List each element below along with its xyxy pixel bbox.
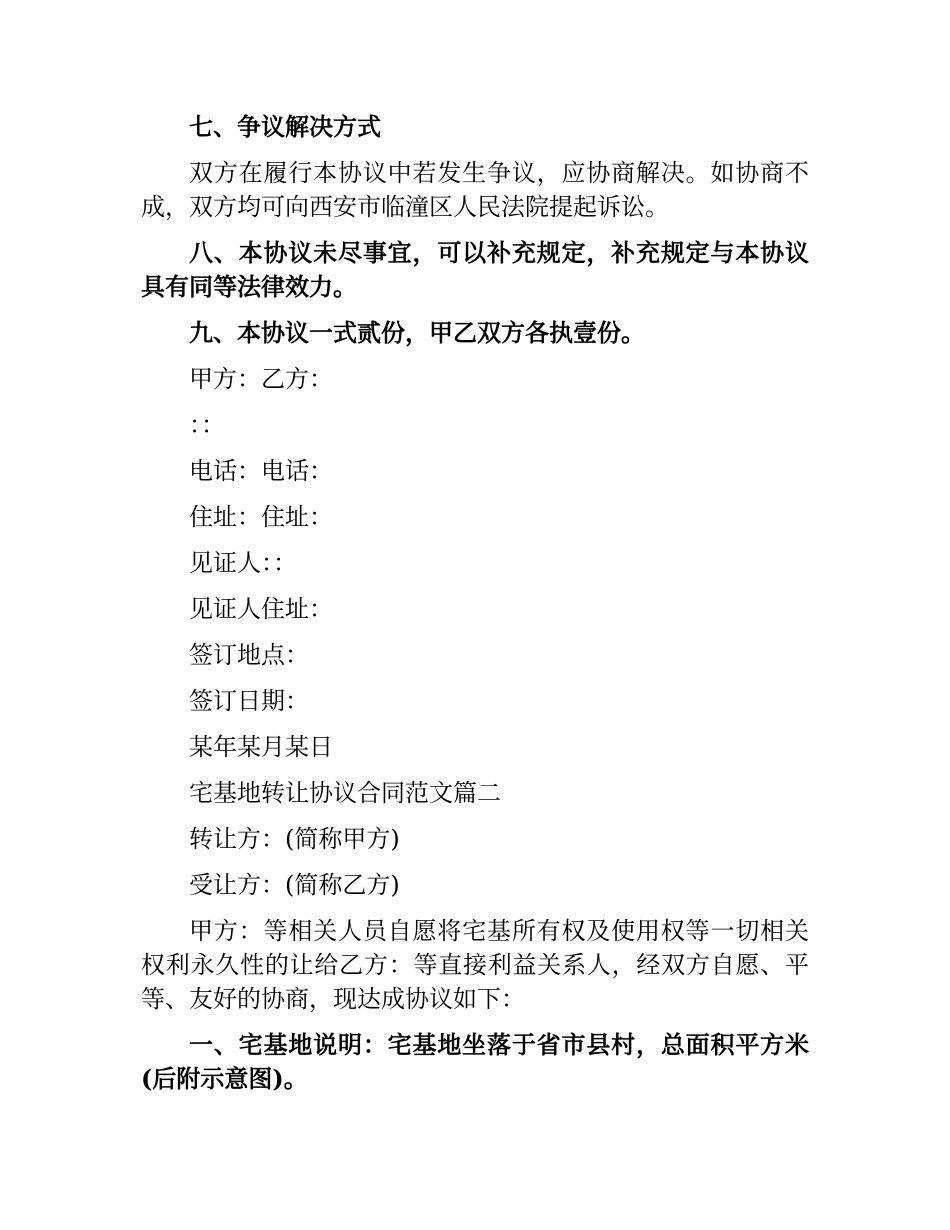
paragraph-dispute-resolution: 双方在履行本协议中若发生争议，应协商解决。如协商不成，双方均可向西安市临潼区人民法院提起诉讼。 [141, 159, 809, 221]
blank-colon-line: ：： [189, 411, 225, 439]
document-page [141, 110, 809, 1108]
signing-place-line: 签订地点： [189, 641, 309, 669]
witness-line: 见证人：： [189, 549, 297, 577]
paragraph-agreement-intro: 甲方：等相关人员自愿将宅基所有权及使用权等一切相关权利永久性的让给乙方：等直接利益关系人，经双方自愿、平等、友好的协商，现达成协议如下： [141, 917, 809, 1013]
section-homestead-description: 一、宅基地说明：宅基地坐落于省市县村，总面积平方米(后附示意图)。 [141, 1030, 809, 1093]
transferee-line: 受让方：(简称乙方) [189, 871, 400, 899]
section-supplementary-provisions: 八、本协议未尽事宜，可以补充规定，补充规定与本协议具有同等法律效力。 [141, 238, 809, 301]
date-placeholder-line: 某年某月某日 [189, 733, 333, 761]
section-copies: 九、本协议一式贰份，甲乙双方各执壹份。 [189, 318, 645, 347]
section-heading-dispute: 七、争议解决方式 [189, 112, 381, 141]
phone-line: 电话：电话： [189, 457, 333, 485]
signing-date-line: 签订日期： [189, 687, 309, 715]
party-line: 甲方：乙方： [189, 365, 333, 393]
witness-address-line: 见证人住址： [189, 595, 333, 623]
section-title-second-sample: 宅基地转让协议合同范文篇二 [189, 779, 501, 807]
address-line: 住址：住址： [189, 503, 333, 531]
transferor-line: 转让方：(简称甲方) [189, 825, 400, 853]
